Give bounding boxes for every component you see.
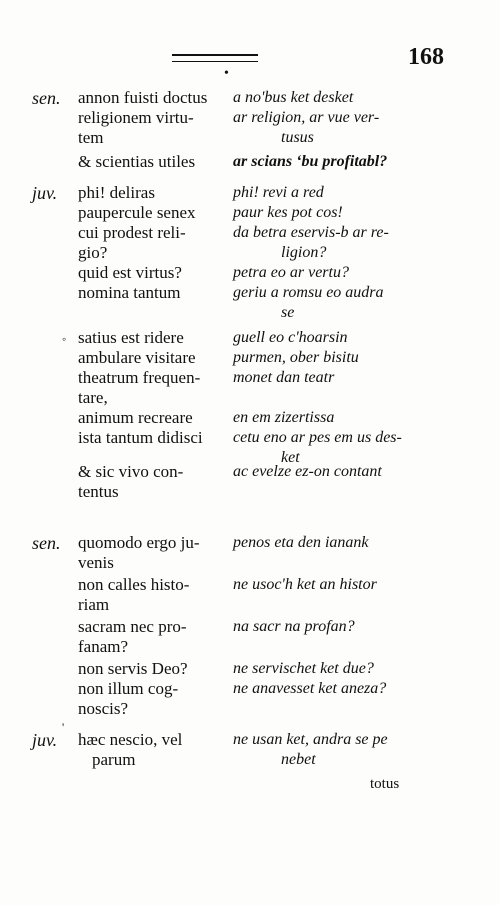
latin-line: quomodo ergo ju- xyxy=(78,533,200,552)
latin-line: ambulare visitare xyxy=(78,348,196,367)
header-dot: • xyxy=(224,66,229,81)
speaker-label: juv. xyxy=(32,183,58,203)
latin-line: gio? xyxy=(78,243,108,262)
breton-text xyxy=(233,533,448,699)
latin-line: tare, xyxy=(78,388,108,407)
latin-line: venis xyxy=(78,553,114,572)
header-rule xyxy=(172,54,258,62)
breton-line: a no'bus ket desket xyxy=(233,89,354,106)
latin-text xyxy=(78,730,228,770)
breton-text xyxy=(233,730,448,770)
latin-line: sacram nec pro- xyxy=(78,617,187,636)
latin-text xyxy=(78,533,228,719)
latin-line: quid est virtus? xyxy=(78,263,182,282)
breton-text xyxy=(233,328,448,482)
margin-mark: ' xyxy=(62,720,65,734)
latin-line: ista tantum didisci xyxy=(78,428,203,447)
breton-line: purmen, ober bisitu xyxy=(233,349,359,366)
breton-line: ne anavesset ket aneza? xyxy=(233,680,387,697)
breton-line: nebet xyxy=(281,751,316,768)
breton-line: monet dan teatr xyxy=(233,369,335,386)
breton-line: ar scians ‘bu profitabl? xyxy=(233,153,388,170)
breton-text xyxy=(233,88,448,172)
latin-line: phi! deliras xyxy=(78,183,155,202)
latin-line: paupercule senex xyxy=(78,203,196,222)
latin-line: parum xyxy=(92,750,136,769)
page-number: 168 xyxy=(408,44,444,70)
latin-line: cui prodest reli- xyxy=(78,223,186,242)
latin-line: annon fuisti doctus xyxy=(78,88,208,107)
breton-line: ac evelze ez-on contant xyxy=(233,463,382,480)
breton-text xyxy=(233,183,448,323)
speaker-label: sen. xyxy=(32,533,61,553)
breton-line: penos eta den ianank xyxy=(233,534,369,551)
latin-text xyxy=(78,328,228,502)
breton-line: ket xyxy=(281,449,300,466)
latin-line: fanam? xyxy=(78,637,129,656)
latin-line: tem xyxy=(78,128,104,147)
breton-line: se xyxy=(281,304,295,321)
breton-line: cetu eno ar pes em us des- xyxy=(233,429,402,446)
latin-line: religionem virtu- xyxy=(78,108,194,127)
breton-line: petra eo ar vertu? xyxy=(233,264,349,281)
latin-line: & sic vivo con- xyxy=(78,462,184,481)
breton-line: da betra eservis-b ar re- xyxy=(233,224,389,241)
breton-line: tusus xyxy=(281,129,314,146)
speaker-label: juv. xyxy=(32,730,58,750)
breton-line: geriu a romsu eo audra xyxy=(233,284,384,301)
margin-mark: ◦ xyxy=(62,332,67,346)
latin-line: non calles histo- xyxy=(78,575,190,594)
breton-line xyxy=(233,388,448,408)
latin-line: hæc nescio, vel xyxy=(78,730,183,749)
breton-line: paur kes pot cos! xyxy=(233,204,343,221)
breton-line: na sacr na profan? xyxy=(233,618,355,635)
speaker-label: sen. xyxy=(32,88,61,108)
latin-line: animum recreare xyxy=(78,408,193,427)
breton-line: ar religion, ar vue ver- xyxy=(233,109,380,126)
breton-line: ligion? xyxy=(281,244,327,261)
latin-line: non illum cog- xyxy=(78,679,179,698)
breton-line: ne usan ket, andra se pe xyxy=(233,731,388,748)
latin-text xyxy=(78,183,228,303)
latin-text xyxy=(78,88,228,172)
breton-line: phi! revi a red xyxy=(233,184,324,201)
catchword: totus xyxy=(370,776,400,792)
latin-line: noscis? xyxy=(78,699,129,718)
latin-line: & scientias utiles xyxy=(78,152,196,171)
breton-line: guell eo c'hoarsin xyxy=(233,329,348,346)
latin-line: non servis Deo? xyxy=(78,659,188,678)
latin-line: riam xyxy=(78,595,110,614)
breton-line: ne servischet ket due? xyxy=(233,660,374,677)
latin-line: theatrum frequen- xyxy=(78,368,201,387)
latin-line: satius est ridere xyxy=(78,328,184,347)
latin-line: nomina tantum xyxy=(78,283,181,302)
latin-line: tentus xyxy=(78,482,119,501)
breton-line: ne usoc'h ket an histor xyxy=(233,576,377,593)
breton-line: en em zizertissa xyxy=(233,409,335,426)
